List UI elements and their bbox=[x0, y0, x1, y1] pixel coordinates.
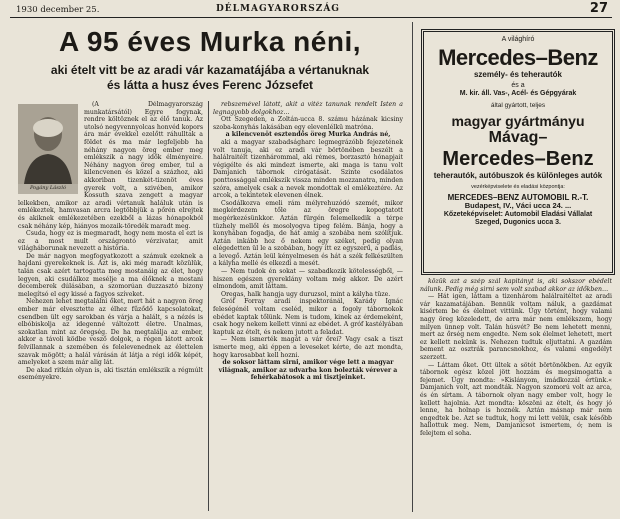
section-heading: a kilencvenöt esztendős öreg Murka András né, bbox=[225, 131, 391, 139]
ad-address: Szeged, Dugonics ucca 3. bbox=[475, 218, 561, 226]
article-subtitle-1: aki ételt vitt be az aradi vár kazamatájába a vértanuknak bbox=[50, 63, 370, 77]
ad-line: Kőzeteképviselet: Automobil Eladási Vállalat bbox=[443, 210, 593, 218]
paragraph: De már nagyon megfogyatkozott a számuk ezeknek a hajdani gyerekeknek is. Azt is, aki még maradt közülük, talán csak azért tartogatta meg mostanáig az élet, hogy legyen, aki csudálkoz mesélje a ma élőknek a mostani decemberek dúlásában, a szomorúan duzzasztó bizony melegítsó el egy kissé a fagyos szíveket. bbox=[18, 252, 203, 298]
article-title: A 95 éves Murka néni, bbox=[58, 26, 362, 57]
bold-paragraph: de soksor láttam sirni, amikor vége lett a magyar világnak, amikor az udvarba kon bolezták vérever a fehérkabátosok a mi tisztjeinket. bbox=[218, 359, 398, 382]
mercedes-benz-advertisement bbox=[421, 29, 615, 275]
column-divider bbox=[412, 22, 413, 512]
paragraph: Ott Szegeden, a Zoltán-ucca 8. számu házának kicsiny szoba-konyhás lakásában egy elevenlélkü matróna. bbox=[213, 116, 403, 131]
ad-line: A világhíró bbox=[501, 36, 535, 43]
paragraph: közük azt a szép szál kapitányt is, aki sokszor ebédelt nálunk. Pedig még sirni sem volt szabad akkor az időkben… bbox=[420, 278, 612, 293]
paragraph: — Nem tudok én sokat — szabadkozik kötelességből, — hiszen egészen gyereklány voltam még akkor. De azért elmondom, amit láttam. bbox=[213, 268, 403, 291]
ad-line: Mercedes–Benz bbox=[442, 147, 594, 170]
ad-address: Budapest, IV., Váci ucca 24. ... bbox=[464, 201, 572, 211]
page-number: 27 bbox=[589, 1, 608, 16]
ad-line: teherautók, autóbuszok és különleges autók bbox=[433, 170, 603, 180]
article-column-2 bbox=[213, 101, 403, 511]
paragraph: Csodálkozva emeli rám mélyrehuzódó szemét, mikor megkérdezem tőle az öregre kopogtatott megérkezésünkkor. Aztán fürgén felemelkedik a térpe tüzhely mellől és mosolyogva tipeg felém. Bánja, hogy a konyhában fogadja, de hát amig a szobába nem szólítjuk. Aztán inkább hoz ő nekem egy széket, pedig olyan elégedetten ül le a szobában, hogy itt ez egyszerű, a padlás, a levegő. Aztán leül kényelmesen és hát a szék felkészülten a kályha mellé és elkezdi a mesét. bbox=[213, 199, 403, 268]
paragraph: Csuda, hogy ez is megmaradt, hogy nem mosta el ezt is ez a most mult országrontó vérzivatar, amit világháborunak nevezett a história. bbox=[18, 230, 203, 253]
ad-line: M. kir. áll. Vas-, Acél- és Gépgyárak bbox=[459, 89, 577, 97]
article-column-3 bbox=[420, 278, 612, 510]
ad-line: MERCEDES–BENZ AUTOMOBIL R.-T. bbox=[447, 193, 589, 203]
article-subtitle-2: és látta a husz éves Ferenc Józsefet bbox=[106, 78, 314, 92]
article-column-1 bbox=[18, 101, 203, 506]
column-divider bbox=[208, 101, 209, 511]
ad-line: Mávag– bbox=[488, 129, 548, 147]
paragraph: (A Délmagyarország munkatársától) Egyre fogynak, rendre költöznek el az élő tanuk. Az utolsó negyvennyolcas honvéd kopors ára már évekkel ezelőtt ráhulltak a földet és ma már legfeljebb ha néhány nagyon öreg ember meg emlékszik a nagy idők élményeire. Néhány nagyon öreg ember, tul a kilencvenen és közel a százhoz, aki akkoriban tizenkét-tizenöt éves gyerek volt, a szivében, amikor Kossuth szava zengett a magyar lelkekben, amikor az aradi vértanuk haláluk után is emlékeztek, hamvasan arcra legtöbbjük a pőrén elrejtek és akiknek emlékezetében ezekből a lázas hónapokból csak néhány kép, hiányos mozaik-töredék maradt meg. bbox=[18, 101, 203, 230]
paragraph: Gróf Forray aradi inspektoránál, Karády Ignác feleségénél voltam cseléd, mikor a fogoly tábornokok ebédet kaptak tőlünk. Nem is tudom, kinek az érdemeként, csak hogy nekem kellett vinni az ebédet. A gróf kastélyában kaptuk az ételt, és nekem jutott a feladat. bbox=[213, 298, 403, 336]
paragraph: De akad ritkán olyan is, aki tisztán emlékszik a régmúlt eseményekre. bbox=[18, 366, 203, 382]
paragraph: Oregas, halk hangja ugy duruzsol, mint a kályha tüze. bbox=[221, 290, 391, 298]
ad-brand: Mercedes–Benz bbox=[438, 45, 598, 71]
issue-date: 1930 december 25. bbox=[16, 5, 100, 15]
paragraph: — Hát igen, láttam a tizenhárom halálraitéltet az aradi vár kazamatájában. Bennük voltam náluk, a gazdámat kisértem be és élelmet vittünk. Úgy történt, hogy valami nagy öreg közeledett, de arra már nem emlékszem, hogy milyen ünnep volt. Talán húsvét? Be nem lehetett menni, mert az őrség nem engedte. Nem sok élelmet lehetett, mert ez kellett nekünk is. Nehezen tudtuk eljuttatni. A gazdám bement az osztrák parancsnokhoz, és valami engedélyt szerzett. bbox=[420, 293, 612, 361]
portrait-photo bbox=[18, 104, 78, 194]
ad-line: személy- és teherautók bbox=[473, 70, 563, 80]
ad-line: vezérképviselete és eladási központja: bbox=[471, 183, 565, 190]
ad-line: és a bbox=[511, 81, 525, 89]
paragraph: — Láttam őket. Ott ültek a sötét börtönökben. Az egyik tábornok egész közel jött hozzám és megsimogatta a fejemet. Úgy mondta: »Kislányom, imádkozzál értünk.« Damjanich volt, azt mondták. Nagyon szomorú volt az arca, és én sírtam. A tábornok olyan nagy ember volt, hogy le kellett hajolnia. Azt mondta: köszöni az ételt, és hogy jó lenne, ha holnap is hoznék. Aztán másnap már nem engedtek be. Azt se tudtuk, hogy mi lett velük, csak később hallottuk meg. Nem, Damjanicsot ismertem, ó; nem is felejtem el soha. bbox=[420, 361, 612, 437]
ad-line: által gyártott, teljes bbox=[490, 101, 546, 109]
page-header bbox=[10, 3, 612, 18]
newspaper-name: DÉLMAGYARORSZÁG bbox=[216, 4, 340, 14]
paragraph: aki a magyar szabadságharc legmegrázóbb fejezetének volt tanuja, aki ez aradi vár börtönében beszélt a halálraitélt tizenhárommal, aki rémes, borzasztó hónapjait végigélte és aki mindezt ismerte, aki maga is tanu volt Damjanich tábornok cirógatását. Szinte csodálatos ponttossággal emlékszik vissza minden mozzanatra, minden szóra, amelyek csak a nevek mondottak el emlékeztére. Az arcok, a tekintetek elevenen élnek. bbox=[213, 138, 403, 200]
portrait-image bbox=[18, 104, 78, 184]
ad-line: magyar gyártmányu bbox=[451, 113, 585, 130]
paragraph: rebszemével látott, akit a vitéz tanunak rendelt Isten a legnagyobb dolgokhoz… bbox=[213, 101, 403, 116]
paragraph: Nehezen lehet megtalálni őket, mert hát a nagyon öreg ember már elvesztette az élhez fűződő kapcsolatokat, csendben ült egy sarokban és várja a halált, s a nézés is elbóbiskolja az idegenné változott életre. Unalmas, szokatlan mint az öregség. De ha megtalálja az ember, akkor a távoli ködbe vesző dolgok, a régen látott arcok felvillannak a szemében és felelevenednek az élettelen szavak mögött; a halál várásán át látja a régi idők képét, amelyeket a szem már alig lát. bbox=[18, 298, 203, 367]
paragraph: — Nem ismerték magát a vár őrei? Vagy csak a tiszt ismerte meg, aki éppen a leveseket kérte, de azt mondta, hogy karosabbat kell hozni. bbox=[213, 336, 403, 359]
photo-caption: Pogány László bbox=[29, 185, 67, 192]
